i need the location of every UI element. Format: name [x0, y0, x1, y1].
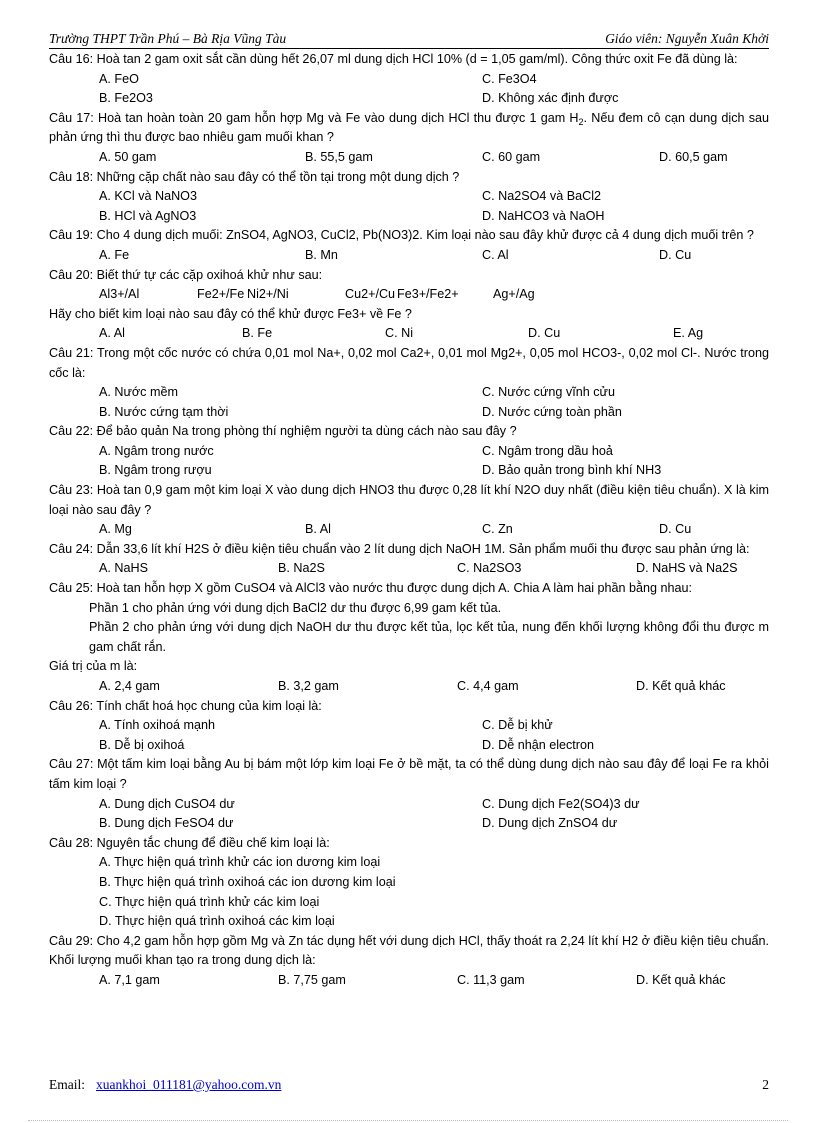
question-26-options-row1: [49, 716, 769, 736]
option-c[interactable]: C. 60 gam: [482, 149, 541, 164]
question-18-stem: Câu 18: Những cặp chất nào sau đây có thể tồn tại trong một dung dịch ?: [49, 169, 460, 184]
question-20-options: [49, 324, 769, 344]
question-27-stem: Câu 27: Một tấm kim loại bằng Au bị bám một lớp kim loại Fe ở bề mặt, ta có thể dùng dung dịch nào sau đây để loại Fe ra khỏi tấm kim loại ?: [49, 757, 769, 791]
option-a[interactable]: A. 50 gam: [99, 149, 157, 164]
question-27-options-row2: [49, 814, 769, 834]
redox-pair: Fe3+/Fe2+: [397, 287, 459, 302]
option-c[interactable]: C. Na2SO3: [457, 561, 522, 576]
question-21-options-row1: [49, 383, 769, 403]
option-a[interactable]: A. Dung dịch CuSO4 dư: [99, 796, 235, 811]
question-26-options-row2: [49, 736, 769, 756]
option-a[interactable]: A. KCl và NaNO3: [99, 189, 197, 204]
option-a[interactable]: A. Tính oxihoá mạnh: [99, 718, 215, 733]
question-28-stem: Câu 28: Nguyên tắc chung để điều chế kim loại là:: [49, 835, 330, 850]
question-17-stem: Câu 17: Hoà tan hoàn toàn 20 gam hỗn hợp Mg và Fe vào dung dịch HCl thu được 1 gam $H_2$. Nếu đem cô cạn dung dịch sau phản ứng thì thu được bao nhiêu gam muối khan ?: [49, 110, 770, 145]
option-d[interactable]: D. Kết quả khác: [636, 679, 726, 693]
question-28-option-d-row: [49, 912, 769, 932]
option-d[interactable]: D. Cu: [528, 326, 561, 341]
option-d[interactable]: D. Dung dịch ZnSO4 dư: [482, 816, 618, 831]
option-b[interactable]: B. Nước cứng tạm thời: [99, 404, 229, 419]
option-d[interactable]: D. Cu: [659, 247, 692, 262]
question-22-options-row1: [49, 442, 769, 462]
redox-pairs-row: [49, 285, 769, 305]
question-17-options: [49, 148, 769, 168]
question-18-options-row2: [49, 207, 769, 227]
option-a[interactable]: A. 7,1 gam: [99, 972, 160, 987]
option-e[interactable]: E. Ag: [673, 326, 704, 341]
question-19-options: [49, 246, 769, 266]
question-22-stem: Câu 22: Để bảo quản Na trong phòng thí nghiệm người ta dùng cách nào sau đây ?: [49, 424, 517, 439]
question-16-stem: Câu 16: Hoà tan 2 gam oxit sắt cần dùng hết 26,07 ml dung dịch HCl 10% (d = 1,05 gam/ml). Công thức oxit Fe đã dùng là:: [49, 52, 738, 66]
option-b[interactable]: B. Dễ bị oxihoá: [99, 737, 185, 752]
question-27-options-row1: [49, 795, 769, 815]
option-a[interactable]: A. Ngâm trong nước: [99, 443, 214, 458]
question-16-options-row2: [49, 89, 769, 109]
option-a[interactable]: A. Fe: [99, 247, 130, 262]
option-b[interactable]: B. Mn: [305, 247, 338, 262]
question-20-ask: Hãy cho biết kim loại nào sau đây có thể khử được Fe3+ về Fe ?: [49, 306, 412, 321]
question-24-stem: Câu 24: Dẫn 33,6 lít khí H2S ở điều kiện tiêu chuẩn vào 2 lít dung dịch NaOH 1M. Sản phẩm muối thu được sau phản ứng là:: [49, 541, 750, 556]
page-number: 2: [762, 1077, 769, 1092]
option-a[interactable]: A. Nước mềm: [99, 385, 178, 400]
option-a[interactable]: A. Al: [99, 326, 125, 341]
school-name: Trường THPT Trần Phú – Bà Rịa Vũng Tàu: [49, 31, 287, 46]
option-c[interactable]: C. Ngâm trong dầu hoả: [482, 443, 613, 458]
option-a[interactable]: A. NaHS: [99, 561, 148, 576]
option-d[interactable]: D. Không xác định được: [482, 91, 619, 106]
option-c[interactable]: C. Nước cứng vĩnh cửu: [482, 385, 615, 400]
option-c[interactable]: C. Zn: [482, 522, 513, 537]
option-b[interactable]: B. 55,5 gam: [305, 149, 373, 164]
option-b[interactable]: B. HCl và AgNO3: [99, 208, 197, 223]
question-23-options: [49, 520, 769, 540]
question-28-option-a-row: [49, 853, 769, 873]
question-25-ask: Giá trị của m là:: [49, 659, 138, 674]
question-19-stem: Câu 19: Cho 4 dung dịch muối: ZnSO4, AgNO3, CuCl2, Pb(NO3)2. Kim loại nào sau đây khử được cả 4 dung dịch muối trên ?: [49, 228, 754, 243]
option-b[interactable]: B. 3,2 gam: [278, 679, 339, 693]
question-23-stem: Câu 23: Hoà tan 0,9 gam một kim loại X vào dung dịch HNO3 thu được 0,28 lít khí N2O duy nhất (điều kiện tiêu chuẩn). X là kim loại nào sau đây ?: [49, 483, 769, 517]
option-a[interactable]: A. Mg: [99, 522, 132, 537]
email-link[interactable]: xuankhoi_011181@yahoo.com.vn: [96, 1077, 282, 1092]
question-20-stem: Câu 20: Biết thứ tự các cặp oxihoá khử như sau:: [49, 267, 323, 282]
question-25-options: [49, 677, 769, 697]
option-b[interactable]: B. 7,75 gam: [278, 972, 346, 987]
option-d[interactable]: D. Bảo quản trong bình khí NH3: [482, 463, 662, 478]
option-b[interactable]: B. Fe2O3: [99, 91, 153, 106]
question-29-options: [49, 971, 769, 991]
question-22-options-row2: [49, 461, 769, 481]
question-24-options: [49, 559, 769, 579]
option-c[interactable]: C. Ni: [385, 326, 413, 341]
question-list: [49, 50, 769, 991]
option-c[interactable]: C. Fe3O4: [482, 71, 537, 86]
option-b[interactable]: B. Dung dịch FeSO4 dư: [99, 816, 234, 831]
option-c[interactable]: C. 11,3 gam: [457, 972, 525, 987]
option-d[interactable]: D. Kết quả khác: [636, 972, 726, 987]
option-c[interactable]: C. Thực hiện quá trình khử các kim loại: [99, 894, 320, 909]
option-c[interactable]: C. Na2SO4 và BaCl2: [482, 189, 601, 204]
option-d[interactable]: D. Dễ nhận electron: [482, 737, 595, 752]
question-16-options-row1: [49, 70, 769, 90]
option-c[interactable]: C. Dung dịch Fe2(SO4)3 dư: [482, 796, 640, 811]
option-d[interactable]: D. 60,5 gam: [659, 149, 728, 164]
question-25-part2: Phần 2 cho phản ứng với dung dịch NaOH dư thu được kết tủa, lọc kết tủa, nung đến khối lượng không đổi thu được m gam chất rắn.: [89, 620, 769, 654]
option-d[interactable]: D. Nước cứng toàn phần: [482, 404, 622, 419]
redox-pair: Al3+/Al: [99, 287, 140, 302]
page-footer: [49, 1077, 769, 1095]
question-28-option-b-row: [49, 873, 769, 893]
question-26-stem: Câu 26: Tính chất hoá học chung của kim loại là:: [49, 698, 322, 713]
option-b[interactable]: B. Ngâm trong rượu: [99, 463, 212, 478]
email-label: Email:: [49, 1077, 85, 1092]
redox-pair: Ni2+/Ni: [247, 287, 289, 302]
question-18-options-row1: [49, 187, 769, 207]
question-25-part1: Phần 1 cho phản ứng với dung dịch BaCl2 dư thu được 6,99 gam kết tủa.: [89, 600, 502, 615]
option-d[interactable]: D. NaHS và Na2S: [636, 561, 738, 576]
option-b[interactable]: B. Al: [305, 522, 331, 537]
option-c[interactable]: C. 4,4 gam: [457, 679, 519, 693]
page-header: [49, 31, 769, 49]
option-a[interactable]: A. FeO: [99, 71, 139, 86]
redox-pair: Cu2+/Cu: [345, 287, 396, 302]
question-21-stem: Câu 21: Trong một cốc nước có chứa 0,01 mol Na+, 0,02 mol Ca2+, 0,01 mol Mg2+, 0,05 mol HCO3-, 0,02 mol Cl-. Nước trong cốc là:: [49, 345, 769, 380]
option-b[interactable]: B. Fe: [242, 326, 273, 341]
question-21-options-row2: [49, 403, 769, 423]
option-a[interactable]: A. 2,4 gam: [99, 679, 160, 693]
redox-pair: Ag+/Ag: [493, 287, 535, 302]
option-b[interactable]: B. Thực hiện quá trình oxihoá các ion dương kim loại: [99, 874, 396, 889]
option-d[interactable]: D. Thực hiện quá trình oxihoá các kim loại: [99, 914, 335, 929]
question-25-stem: Câu 25: Hoà tan hỗn hợp X gồm CuSO4 và AlCl3 vào nước thu được dung dịch A. Chia A làm hai phần bằng nhau:: [49, 581, 693, 596]
option-c[interactable]: C. Al: [482, 247, 509, 262]
redox-pair: Fe2+/Fe: [197, 287, 245, 302]
option-d[interactable]: D. Cu: [659, 522, 692, 537]
option-b[interactable]: B. Na2S: [278, 561, 325, 576]
option-d[interactable]: D. NaHCO3 và NaOH: [482, 208, 605, 223]
teacher-name: Giáo viên: Nguyễn Xuân Khởi: [605, 31, 769, 46]
question-29-stem: Câu 29: Cho 4,2 gam hỗn hợp gồm Mg và Zn tác dụng hết với dung dịch HCl, thấy thoát ra 2,24 lít khí H2 ở điều kiện tiêu chuẩn. Khối lượng muối khan tạo ra trong dung dịch là:: [49, 933, 769, 968]
option-a[interactable]: A. Thực hiện quá trình khử các ion dương kim loại: [99, 855, 381, 870]
page-edge-divider: [28, 1120, 788, 1121]
question-28-option-c-row: [49, 893, 769, 913]
option-c[interactable]: C. Dễ bị khử: [482, 718, 553, 733]
